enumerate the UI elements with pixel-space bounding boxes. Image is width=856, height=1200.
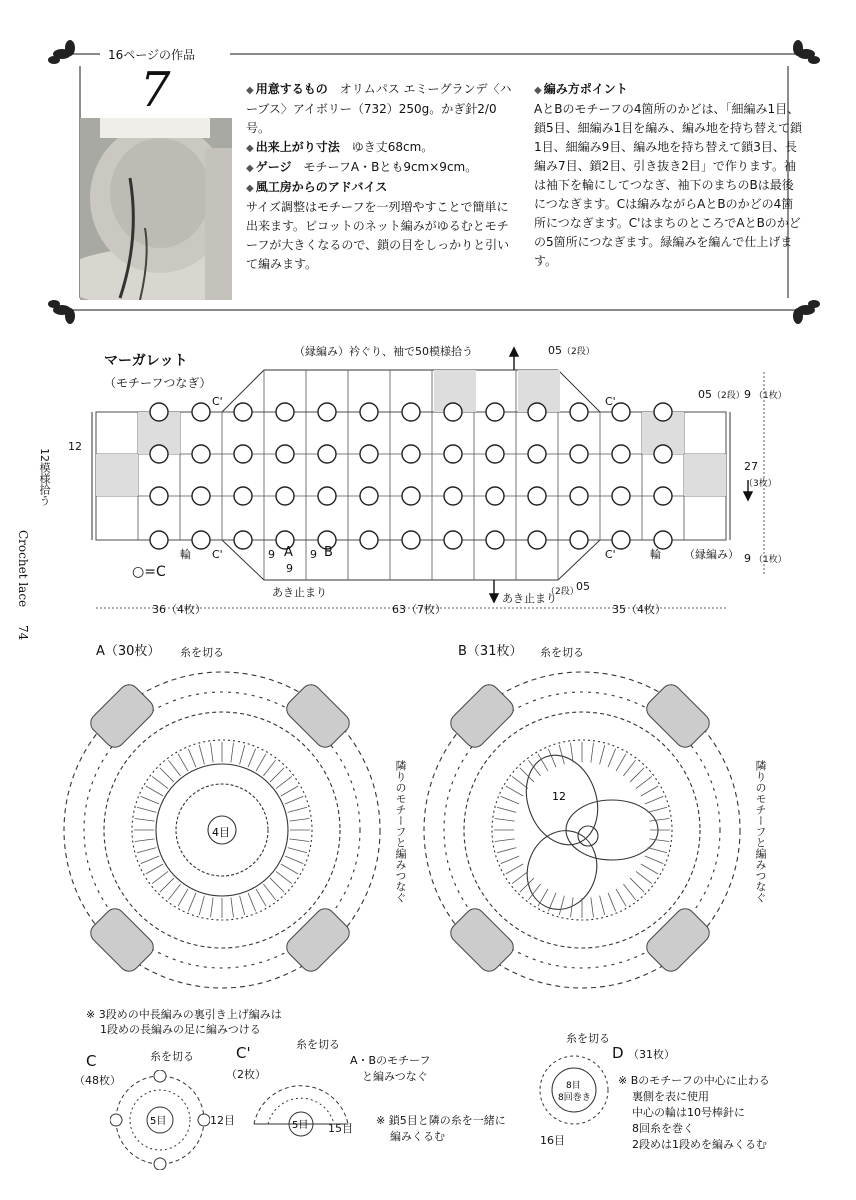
motif-c2-center: 5目 xyxy=(292,1120,309,1131)
motif-c-marker xyxy=(486,445,504,463)
points-label: ◆ 編み方ポイント xyxy=(534,82,628,96)
motif-c2-cut: 糸を切る xyxy=(296,1038,340,1051)
motif-c-marker xyxy=(528,403,546,421)
advice-label: ◆ 風工房からのアドバイス xyxy=(246,180,387,194)
motif-c2-join: A・Bのモチーフ xyxy=(350,1054,431,1067)
motif-c-marker xyxy=(528,531,546,549)
motif-d-chart xyxy=(534,1050,614,1130)
motif-c-marker xyxy=(444,445,462,463)
motif-d-note2: 裏側を表に使用 xyxy=(632,1090,709,1103)
motif-b-chart xyxy=(412,660,752,1000)
motif-a-cut: 糸を切る xyxy=(180,646,224,659)
motif-c2-count: （2枚） xyxy=(226,1068,266,1081)
motif-c-rows: 12目 xyxy=(210,1114,235,1127)
motif-c-marker xyxy=(444,531,462,549)
motif-d-center: 8目 xyxy=(566,1081,581,1091)
dim-27: 27 xyxy=(744,460,758,473)
motif-c-marker xyxy=(192,487,210,505)
label-nine-2: 9 xyxy=(310,548,317,561)
motif-d-count: （31枚） xyxy=(628,1048,675,1061)
size-label: ◆ 出来上がり寸法 xyxy=(246,140,340,154)
dim-27b: （3枚） xyxy=(744,479,777,489)
motif-layout-diagram xyxy=(0,330,856,630)
dim-right: 35（4枚） xyxy=(612,603,666,616)
motif-c-marker xyxy=(654,445,672,463)
motif-c-marker xyxy=(612,487,630,505)
motif-c-marker xyxy=(360,531,378,549)
side-brand: Crochet lace xyxy=(16,530,30,608)
motif-c-marker xyxy=(234,445,252,463)
materials-text: オリムパス エミーグランデ〈ハーブス〉アイボリー（732）250g。かぎ針2/0号。 xyxy=(246,82,512,135)
note-row3: ※ 3段めの中長編みの裏引き上げ編みは xyxy=(86,1008,282,1021)
motif-c-marker xyxy=(612,445,630,463)
motif-c-title: C xyxy=(86,1052,97,1070)
motif-c-center: 5目 xyxy=(150,1116,167,1127)
motif-c-marker xyxy=(486,487,504,505)
materials-section xyxy=(246,80,518,274)
motif-b-title: B（31枚） xyxy=(458,644,523,659)
motif-c-cut: 糸を切る xyxy=(150,1050,194,1063)
motif-b-center: 12 xyxy=(552,790,566,803)
motif-a-chart xyxy=(52,660,392,1000)
motif-c-marker xyxy=(444,487,462,505)
materials-label: ◆ 用意するもの xyxy=(246,82,328,96)
opening-left: あき止まり xyxy=(272,586,327,599)
motif-c-marker xyxy=(654,487,672,505)
motif-c2-title: C' xyxy=(236,1044,251,1062)
motif-d-center2: 8回巻き xyxy=(558,1093,591,1103)
label-nine-3: 9 xyxy=(286,562,293,575)
page-number: 74 xyxy=(16,625,30,641)
points-section xyxy=(534,80,804,271)
dim-left: 36（4枚） xyxy=(152,603,206,616)
dim-2dan-right: （2段） xyxy=(712,391,745,401)
motif-c-marker xyxy=(486,531,504,549)
c-prime-label-tl: C' xyxy=(212,395,223,408)
left-num: 12 xyxy=(68,440,82,453)
right-edge-label: （縁編み） xyxy=(684,548,739,561)
motif-c-marker xyxy=(570,403,588,421)
legend-c: ○=C xyxy=(132,564,166,580)
motif-a-join: 隣りのモチーフと編みつなぐ xyxy=(394,760,407,903)
motif-a-center: 4目 xyxy=(212,826,230,839)
motif-c-count: （48枚） xyxy=(74,1074,121,1087)
motif-a-title: A（30枚） xyxy=(96,644,161,659)
motif-c-marker xyxy=(402,403,420,421)
motif-c2-rows: 15目 xyxy=(328,1122,353,1135)
motif-c-marker xyxy=(528,445,546,463)
dim-mid: 63（7枚） xyxy=(392,603,446,616)
motif-c2-note: ※ 鎖5目と隣の糸を一緒に xyxy=(376,1114,506,1127)
garment-photo xyxy=(80,118,232,300)
motif-c-marker xyxy=(318,487,336,505)
motif-c-marker xyxy=(192,403,210,421)
body-outline xyxy=(96,412,726,540)
dim-2dan-top: （2段） xyxy=(562,347,595,357)
dim-05-bottom: 05 xyxy=(576,580,590,593)
c-prime-label-bl: C' xyxy=(212,548,223,561)
points-text: AとBのモチーフの4箇所のかどは、「細編み1目、鎖5目、細編み1目を編み、編み地を持ち替えて鎖1目、細編み9目、編み地を持ち替えて鎖3目、長編み7目、鎖2目、引き抜き2目」で作ります。袖は袖下を輪にしてつなぎ、袖下のまちのBは最後につなぎます。Cは編みながらAとBのかどの4箇所につなぎます。C'はまちのところでAとBのかどの5箇所につなぎます。緑編みを編んで仕上げます。 xyxy=(534,102,802,268)
ring-label-right: 輪 xyxy=(650,548,661,561)
motif-c-marker xyxy=(192,445,210,463)
advice-text: サイズ調整はモチーフを一列増やすことで簡単に出来ます。ピコットのネット編みがゆるむとモチーフが大きくなるので、鎖の目をしっかりと引いて編みます。 xyxy=(246,200,510,271)
motif-c-marker xyxy=(486,403,504,421)
c-prime-label-tr: C' xyxy=(605,395,616,408)
diagram-title: マーガレット xyxy=(104,353,188,369)
dim-2dan-bottom: （2段） xyxy=(546,587,579,597)
motif-d-note4: 8回糸を巻く xyxy=(632,1122,694,1135)
motif-c2-join2: と編みつなぐ xyxy=(362,1070,428,1083)
dim-05-right: 05 xyxy=(698,388,712,401)
top-edge-label: （縁編み）衿ぐり、袖で50模様拾う xyxy=(294,345,473,358)
motif-c-marker xyxy=(234,487,252,505)
motif-c-marker xyxy=(570,487,588,505)
motif-d-title: D xyxy=(612,1044,624,1062)
motif-c-marker xyxy=(276,487,294,505)
dim-9b-bottom: （1枚） xyxy=(754,555,787,565)
motif-c-marker xyxy=(360,445,378,463)
motif-c2-chart xyxy=(246,1064,356,1154)
motif-c-marker xyxy=(402,531,420,549)
gauge-text: モチーフA・Bとも9cm×9cm。 xyxy=(303,160,478,174)
motif-c-marker xyxy=(276,445,294,463)
motif-c-marker xyxy=(360,403,378,421)
motif-c-marker xyxy=(612,531,630,549)
dim-9-bottom: 9 xyxy=(744,552,751,565)
motif-c-marker xyxy=(150,403,168,421)
motif-c-marker xyxy=(318,445,336,463)
dim-9b-top: （1枚） xyxy=(754,391,787,401)
motif-d-cut: 糸を切る xyxy=(566,1032,610,1045)
motif-b-cut: 糸を切る xyxy=(540,646,584,659)
dim-9-top: 9 xyxy=(744,388,751,401)
gauge-label: ◆ ゲージ xyxy=(246,160,291,174)
motif-d-note1: ※ Bのモチーフの中心に止わる xyxy=(618,1074,770,1087)
motif-d-note5: 2段めは1段めを編みくるむ xyxy=(632,1138,767,1151)
motif-c-marker xyxy=(360,487,378,505)
motif-c-marker xyxy=(444,403,462,421)
motif-c-marker xyxy=(402,445,420,463)
c-prime-label-br: C' xyxy=(605,548,616,561)
motif-d-rows: 16目 xyxy=(540,1134,565,1147)
motif-c-marker xyxy=(234,531,252,549)
motif-b-join: 隣りのモチーフと編みつなぐ xyxy=(754,760,767,903)
ring-label-left: 輪 xyxy=(180,548,191,561)
motif-c-marker xyxy=(654,531,672,549)
motif-c-marker xyxy=(150,445,168,463)
motif-c-marker xyxy=(570,445,588,463)
motif-c-marker xyxy=(570,531,588,549)
motif-c2-note2: 編みくるむ xyxy=(390,1130,445,1143)
left-pick-label: 12模様拾う xyxy=(38,448,51,506)
motif-c-marker xyxy=(654,403,672,421)
motif-c-marker xyxy=(318,403,336,421)
motif-c-marker xyxy=(528,487,546,505)
project-number: 7 xyxy=(140,62,171,118)
label-nine-1: 9 xyxy=(268,548,275,561)
page-ref: 16ページの作品 xyxy=(108,48,196,62)
motif-c-marker xyxy=(402,487,420,505)
motif-c-marker xyxy=(150,487,168,505)
label-b: B xyxy=(324,545,333,560)
label-a: A xyxy=(284,545,293,560)
motif-c-marker xyxy=(234,403,252,421)
dim-05-top: 05 xyxy=(548,344,562,357)
motif-d-note3: 中心の輪は10号棒針に xyxy=(632,1106,745,1119)
motif-c-marker xyxy=(276,403,294,421)
motif-c-marker xyxy=(192,531,210,549)
size-text: ゆき丈68cm。 xyxy=(351,140,434,154)
diagram-subtitle: （モチーフつなぎ） xyxy=(104,376,212,390)
motif-c-chart xyxy=(110,1070,210,1170)
opening-right: あき止まり xyxy=(502,592,557,605)
motif-c-marker xyxy=(150,531,168,549)
note-row3b: 1段めの長編みの足に編みつける xyxy=(100,1023,261,1036)
